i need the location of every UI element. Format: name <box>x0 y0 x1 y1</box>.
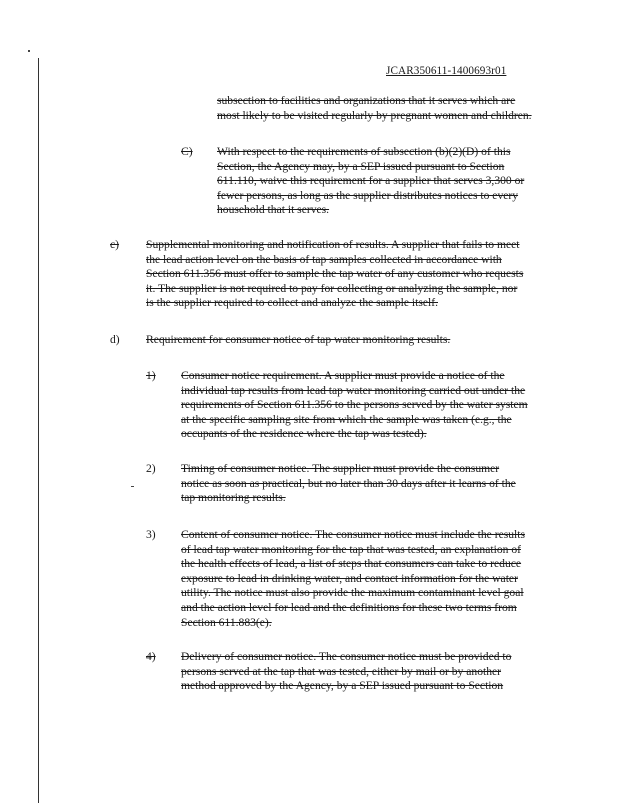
text-line: at the specific sampling site from which the sample was taken (e.g., the <box>181 412 512 426</box>
revision-margin-bar <box>38 58 39 803</box>
item-3-paragraph <box>181 528 525 630</box>
item-label-1: 1) <box>146 369 156 382</box>
item-label-3: 3) <box>146 528 156 541</box>
text-line: Supplemental monitoring and notification of results. A supplier that fails to meet <box>146 238 520 251</box>
text-line: utility. The notice must also provide the maximum contaminant level goal <box>181 586 524 600</box>
text-line: it. The supplier is not required to pay for collecting or analyzing the sample, nor <box>146 281 518 295</box>
section-d-heading <box>146 333 450 348</box>
text-line: subsection to facilities and organizations that it serves which are <box>217 94 516 107</box>
subsection-C-paragraph <box>217 145 524 218</box>
text-line: is the supplier required to collect and analyze the sample itself. <box>146 296 438 310</box>
scan-speck <box>131 486 134 487</box>
section-label-c: c) <box>110 238 120 251</box>
text-line: Section 611.356 must offer to sample the tap water of any customer who requests <box>146 267 524 281</box>
item-4-paragraph <box>181 650 511 694</box>
text-line: Content of consumer notice. The consumer notice must include the results <box>181 528 525 541</box>
text-line: tap monitoring results. <box>181 491 286 505</box>
document-code: JCAR350611-1400693r01 <box>386 65 507 77</box>
text-line: fewer persons, as long as the supplier distributes notices to every <box>217 188 519 202</box>
text-line: Requirement for consumer notice of tap water monitoring results. <box>146 333 451 346</box>
text-line: Delivery of consumer notice. The consumer notice must be provided to <box>181 650 512 663</box>
text-line: requirements of Section 611.356 to the persons served by the water system <box>181 398 528 412</box>
text-line: Section 611.883(e). <box>181 615 272 629</box>
scan-speck <box>28 50 30 52</box>
text-line: method approved by the Agency, by a SEP issued pursuant to Section <box>181 679 504 693</box>
section-c-paragraph <box>146 238 523 311</box>
text-line: persons served at the tap that was tested, either by mail or by another <box>181 664 502 678</box>
text-line: Section, the Agency may, by a SEP issued pursuant to Section <box>217 159 505 173</box>
item-label-2: 2) <box>146 462 156 475</box>
text-line: the lead action level on the basis of tap samples collected in accordance with <box>146 252 502 266</box>
text-line: most likely to be visited regularly by pregnant women and children. <box>217 108 532 122</box>
text-line: notice as soon as practical, but no later than 30 days after it learns of the <box>181 476 516 490</box>
item-1-paragraph <box>181 369 528 442</box>
text-line: 611.110, waive this requirement for a supplier that serves 3,300 or <box>217 174 525 188</box>
continuation-paragraph <box>217 94 532 123</box>
text-line: With respect to the requirements of subsection (b)(2)(D) of this <box>217 145 511 158</box>
subsection-label-C: C) <box>181 145 193 158</box>
text-line: exposure to lead in drinking water, and contact information for the water <box>181 571 518 585</box>
text-line: occupants of the residence where the tap was tested). <box>181 427 427 441</box>
text-line: and the action level for lead and the definitions for these two terms from <box>181 600 517 614</box>
item-2-paragraph <box>181 462 516 506</box>
text-line: Timing of consumer notice. The supplier must provide the consumer <box>181 462 500 475</box>
item-label-4: 4) <box>146 650 156 663</box>
text-line: of lead tap water monitoring for the tap that was tested, an explanation of <box>181 542 521 556</box>
text-line: household that it serves. <box>217 203 330 217</box>
text-line: individual tap results from lead tap water monitoring carried out under the <box>181 383 526 397</box>
text-line: the health effects of lead, a list of steps that consumers can take to reduce <box>181 557 522 571</box>
text-line: Consumer notice requirement. A supplier must provide a notice of the <box>181 369 505 382</box>
section-label-d: d) <box>110 333 120 346</box>
